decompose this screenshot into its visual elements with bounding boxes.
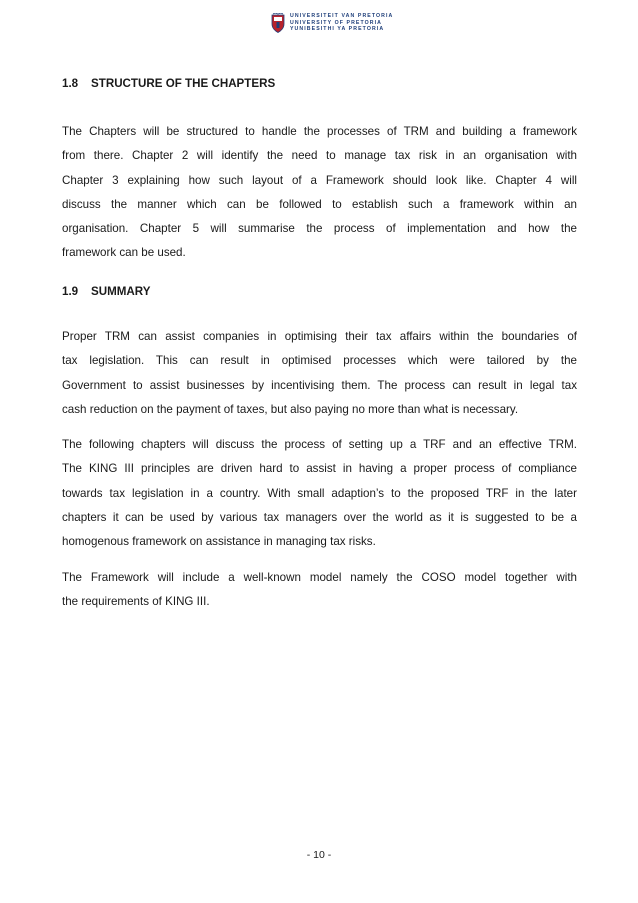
section-heading — [62, 77, 275, 90]
logo-text-line: YUNIBESITHI YA PRETORIA — [290, 26, 385, 33]
text-line: The KING III principles are driven hard to assist in having a proper process of compliance — [62, 462, 577, 476]
text-line: The following chapters will discuss the process of setting up a TRF and an effective TRM. — [62, 438, 577, 451]
section-title: STRUCTURE OF THE CHAPTERS — [91, 77, 276, 90]
paragraph — [62, 566, 577, 615]
text-line: cash reduction on the payment of taxes, but also paying no more than what is necessary. — [62, 402, 519, 416]
text-line: the requirements of KING III. — [62, 595, 210, 609]
paragraph — [62, 120, 577, 266]
text-line: discuss the manner which can be followed to establish such a framework within an — [62, 197, 577, 211]
section-number: 1.8 — [62, 77, 79, 90]
text-line: framework can be used. — [62, 246, 186, 260]
paragraph — [62, 433, 577, 554]
logo-text-line: UNIVERSITY OF PRETORIA — [290, 19, 383, 26]
section-title: SUMMARY — [91, 285, 151, 298]
text-line: The Chapters will be structured to handle the processes of TRM and building a framework — [62, 125, 577, 138]
university-logo — [271, 10, 394, 36]
university-crest-icon — [271, 13, 285, 33]
text-line: towards tax legislation in a country. With small adaption’s to the proposed TRF in the later — [62, 486, 577, 500]
text-line: Proper TRM can assist companies in optimising their tax affairs within the boundaries of — [62, 330, 577, 343]
page-number: - 10 - — [306, 849, 332, 861]
section-number: 1.9 — [62, 285, 79, 298]
text-line: Chapter 3 explaining how such layout of a Framework should look like. Chapter 4 will — [62, 173, 577, 187]
text-line: homogenous framework on assistance in managing tax risks. — [62, 535, 376, 549]
text-line: The Framework will include a well-known model namely the COSO model together with — [62, 571, 577, 584]
text-line: organisation. Chapter 5 will summarise the process of implementation and how the — [62, 222, 577, 236]
logo-text-line: UNIVERSITEIT VAN PRETORIA — [290, 13, 394, 20]
section-heading — [62, 285, 150, 298]
text-line: chapters it can be used by various tax managers over the world as it is suggested to be a — [62, 510, 577, 524]
paragraph — [62, 325, 577, 422]
text-line: Government to assist businesses by incentivising them. The process can result in legal tax — [62, 378, 577, 392]
text-line: from there. Chapter 2 will identify the need to manage tax risk in an organisation with — [62, 149, 577, 163]
text-line: tax legislation. This can result in optimised processes which were tailored by the — [62, 354, 577, 368]
